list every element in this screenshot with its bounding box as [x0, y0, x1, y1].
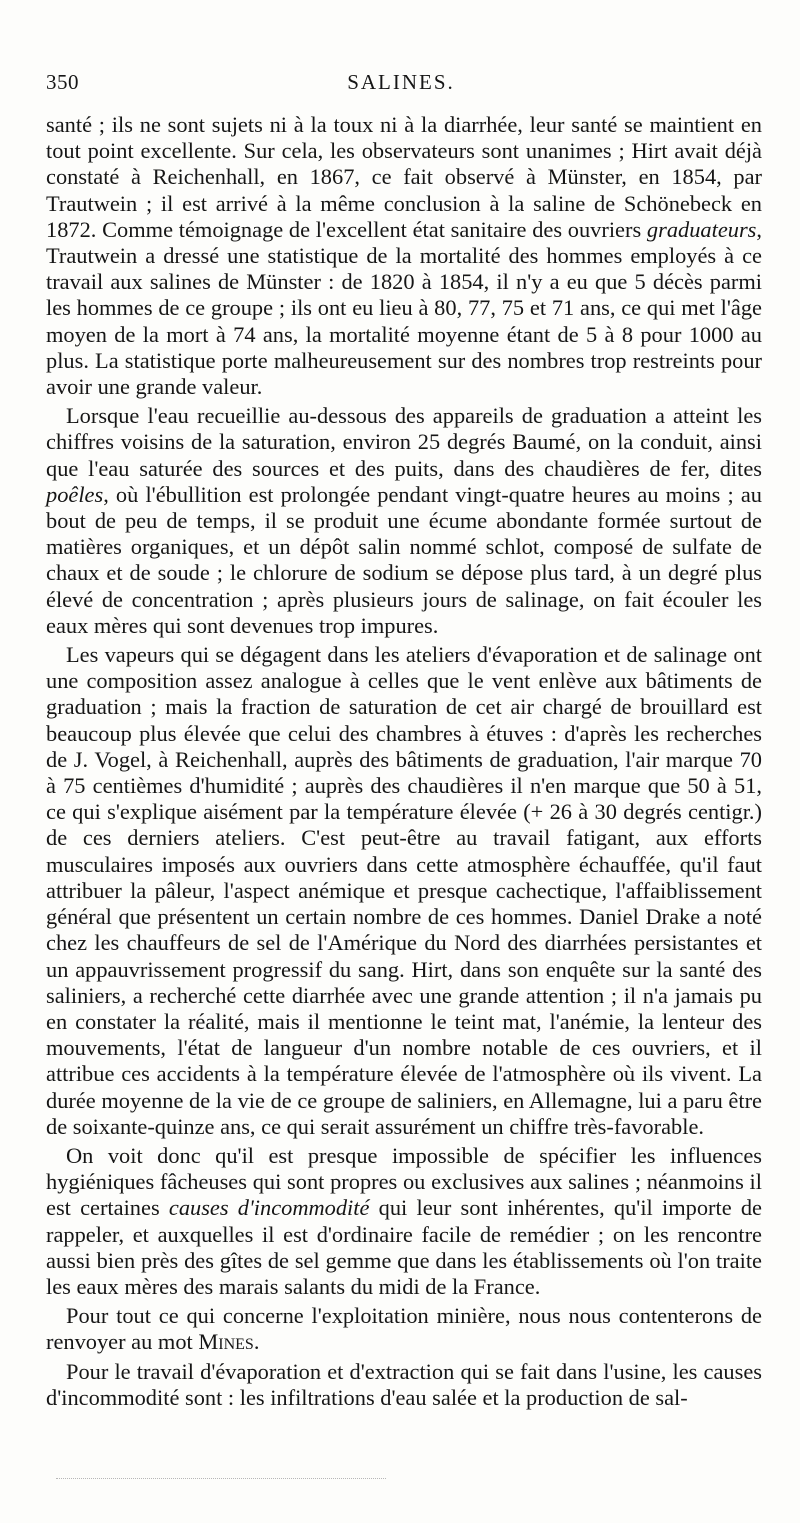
- text-run: qui leur sont inhérentes, qu'il importe de rappeler, et auxquelles il est d'ordinaire facile de remédier ; on les rencontre aussi bien près des gîtes de sel gemme que dans les établissements où l'on traite les eaux mères des marais salants du midi de la France.: [46, 1195, 762, 1299]
- running-title: SALINES.: [347, 70, 455, 94]
- text-run: .: [253, 1329, 260, 1355]
- italic-term-poeles: poêles: [46, 481, 104, 507]
- paragraph-vapours-health: [46, 642, 762, 1140]
- page-header: [46, 70, 756, 102]
- page-number: 350: [46, 70, 79, 94]
- text-run: Pour tout ce qui concerne l'exploitation minière, nous nous contenterons de renvoyer au mot: [46, 1303, 762, 1355]
- text-run: Lorsque l'eau recueillie au-dessous des appareils de graduation a atteint les chiffres voisins de la saturation, environ 25 degrés Baumé, on la conduit, ainsi que l'eau saturée des sources et des puits, dans des chaudières de fer, dites: [46, 403, 762, 481]
- body-text: [46, 112, 762, 1411]
- paragraph-mining-reference: [46, 1303, 762, 1355]
- paragraph-evaporation-process: [46, 403, 762, 639]
- text-run: On voit donc qu'il est presque impossible de spécifier les influences hygiéniques fâcheuses qui sont propres ou exclusives aux salines ; néanmoins il est certaines: [46, 1142, 762, 1221]
- italic-term-graduateurs: graduateurs: [646, 216, 757, 242]
- paragraph-causes-incommodite: [46, 1143, 762, 1300]
- text-run: , Trautwein a dressé une statistique de la mortalité des hommes employés à ce travail aux salines de Münster : de 1820 à 1854, il n'y a eu que 5 décès parmi les hommes de ce groupe ; ils ont eu lieu à 80, 77, 75 et 71 ans, ce qui met l'âge moyen de la mort à 74 ans, la mortalité moyenne étant de 5 à 8 pour 1000 au plus. La statistique porte malheureusement sur des nombres trop restreints pour avoir une grande valeur.: [46, 216, 762, 400]
- paragraph-mortality-statistics: [46, 112, 762, 400]
- text-run: Les vapeurs qui se dégagent dans les ateliers d'évaporation et de salinage ont une composition assez analogue à celles que le vent enlève aux bâtiments de graduation ; mais la fraction de saturation de cet air chargé de brouillard est beaucoup plus élevée que celui des chambres à étuves : d'après les recherches de J. Vogel, à Reichenhall, auprès des bâtiments de graduation, l'air marque 70 à 75 centièmes d'humidité ; auprès des chaudières il n'en marque que 50 à 51, ce qui s'explique aisément par la température élevée (+ 26 à 30 degrés centigr.) de ces derniers ateliers. C'est peut-être au travail fatigant, aux efforts musculaires imposés aux ouvriers dans cette atmosphère échauffée, qu'il faut attribuer la pâleur, l'aspect anémique et presque cachectique, l'affaiblissement général que présentent un certain nombre de ces hommes. Daniel Drake a noté chez les chauffeurs de sel de l'Amérique du Nord des diarrhées persistantes et un appauvrissement progressif du sang. Hirt, dans son enquête sur la santé des saliniers, a recherché cette diarrhée avec une grande attention ; il n'a jamais pu en constater la réalité, mais il mentionne le teint mat, l'anémie, la lenteur des mouvements, l'état de langueur d'un nombre notable de ces ouvriers, et il attribue ces accidents à la température élevée de l'atmosphère où ils vivent. La durée moyenne de la vie de ce groupe de saliniers, en Allemagne, lui a paru être de soixante-quinze ans, ce qui serait assurément un chiffre très-favorable.: [46, 642, 762, 1139]
- cross-reference-mines: Mines: [198, 1329, 254, 1355]
- text-run: santé ; ils ne sont sujets ni à la toux ni à la diarrhée, leur santé se maintient en tout point excellente. Sur cela, les observateurs sont unanimes ; Hirt avait déjà constaté à Reichenhall, en 1867, ce fait observé à Münster, en 1854, par Trautwein ; il est arrivé à la même conclusion à la saline de Schönebeck en 1872. Comme témoignage de l'excellent état sanitaire des ouvriers: [46, 112, 762, 242]
- italic-term-causes-incommodite: causes d'incommodité: [168, 1195, 370, 1221]
- scan-specks-decoration: [56, 1478, 386, 1483]
- paragraph-factory-work: [46, 1359, 762, 1411]
- text-run: , où l'ébullition est prolongée pendant vingt-quatre heures au moins ; au bout de peu de temps, il se produit une écume abondante formée surtout de matières organiques, et un dépôt salin nommé schlot, composé de sulfate de chaux et de soude ; le chlorure de sodium se dépose plus tard, à un degré plus élevé de concentration ; après plusieurs jours de salinage, on fait écouler les eaux mères qui sont devenues trop impures.: [46, 481, 762, 638]
- text-run: Pour le travail d'évaporation et d'extraction qui se fait dans l'usine, les causes d'incommodité sont : les infiltrations d'eau salée et la production de sal-: [46, 1358, 762, 1410]
